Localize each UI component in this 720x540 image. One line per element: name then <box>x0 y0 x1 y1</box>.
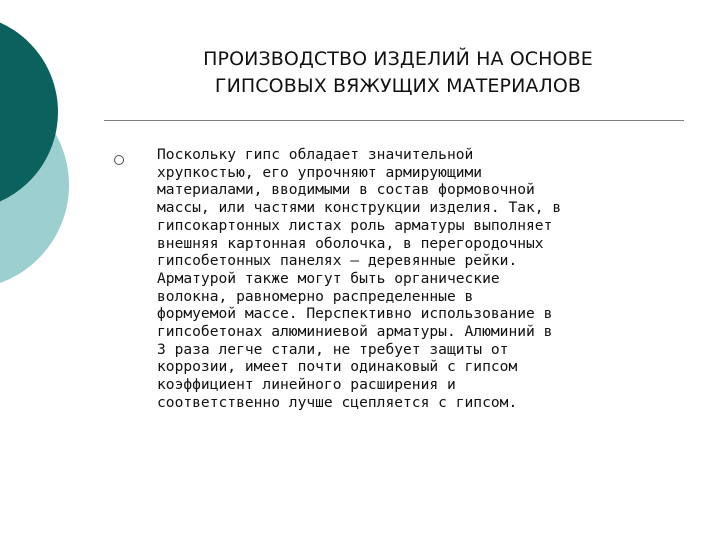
body-paragraph <box>157 146 677 412</box>
body-line: Поскольку гипс обладает значительной <box>157 146 474 163</box>
body-line: гипсокартонных листах роль арматуры выполняет <box>157 216 553 234</box>
body-line: гипсобетонах алюминиевой арматуры. Алюминий в <box>157 323 553 341</box>
body-line: Арматурой также могут быть органические <box>157 269 500 287</box>
body-line: 3 раза легче стали, не требует защиты от <box>157 340 509 358</box>
slide-title <box>128 46 668 100</box>
body-line: волокна, равномерно распределенные в <box>157 287 474 305</box>
slide-title-line-1: ПРОИЗВОДСТВО ИЗДЕЛИЙ НА ОСНОВЕ <box>203 48 593 70</box>
body-line: материалами, вводимыми в состав формовочной <box>157 181 535 199</box>
body-line: внешняя картонная оболочка, в перегородочных <box>157 234 544 252</box>
decorative-circles <box>0 0 120 300</box>
slide-title-line-2: ГИПСОВЫХ ВЯЖУЩИХ МАТЕРИАЛОВ <box>214 75 582 97</box>
body-line: формуемой массе. Перспективно использование в <box>157 305 553 323</box>
body-line: массы, или частями конструкции изделия. Так, в <box>157 199 562 217</box>
circle-bullet-icon <box>114 155 124 165</box>
title-divider <box>104 120 684 121</box>
body-line: гипсобетонных панелях — деревянные рейки. <box>157 252 518 270</box>
body-line: коэффициент линейного расширения и <box>157 376 456 394</box>
body-line: соответственно лучше сцепляется с гипсом. <box>157 393 518 411</box>
body-line: хрупкостью, его упрочняют армирующими <box>157 163 483 181</box>
body-line: коррозии, имеет почти одинаковый с гипсом <box>157 358 518 376</box>
